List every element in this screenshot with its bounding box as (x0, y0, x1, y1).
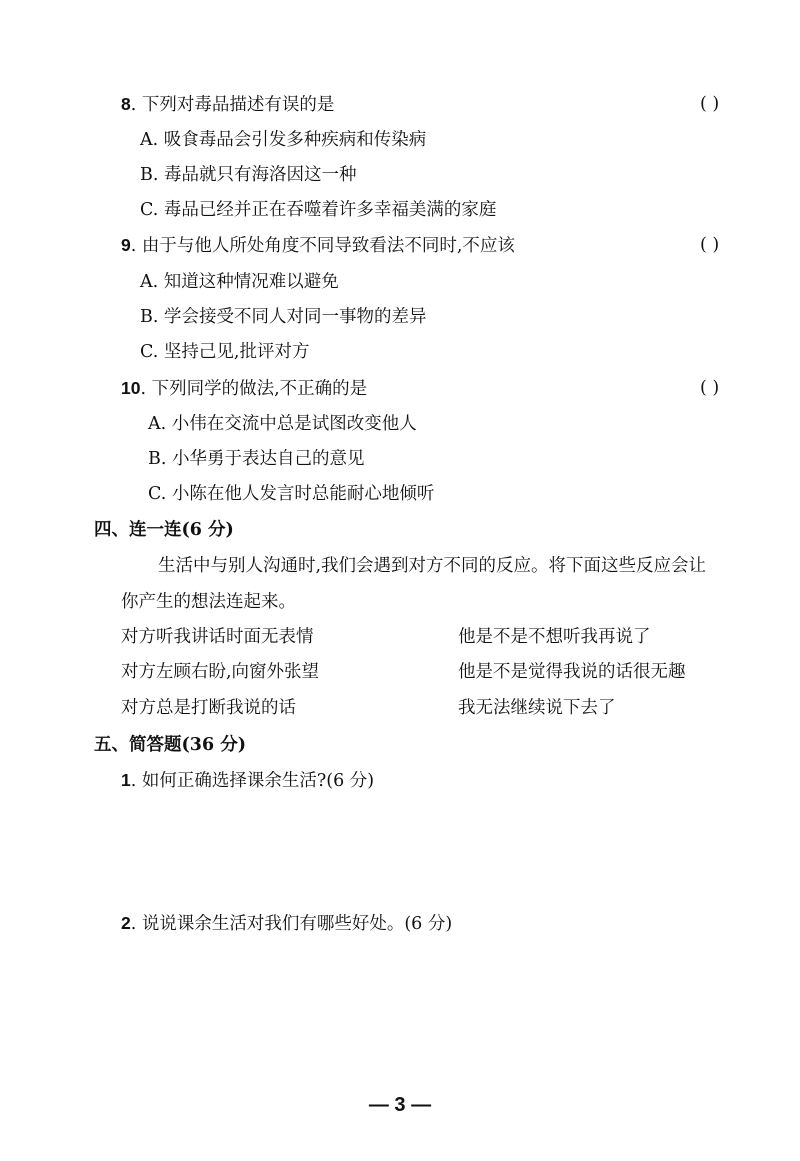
section-heading: 四、连一连(6 分) (94, 520, 234, 540)
short-answer-question-1 (121, 768, 374, 793)
option-a: A. 小伟在交流中总是试图改变他人 (148, 414, 417, 434)
match-right-item: 我无法继续说下去了 (458, 698, 616, 718)
option-c: C. 毒品已经并正在吞噬着许多幸福美满的家庭 (140, 200, 497, 220)
option-b: B. 小华勇于表达自己的意见 (148, 449, 365, 469)
match-right-item: 他是不是不想听我再说了 (458, 627, 651, 647)
question-number: 8 (121, 94, 131, 114)
question-8-stem (121, 92, 334, 117)
section-heading: 五、简答题(36 分) (94, 735, 247, 755)
question-text: . 由于与他人所处角度不同导致看法不同时,不应该 (130, 236, 515, 256)
option-a: A. 吸食毒品会引发多种疾病和传染病 (140, 130, 427, 150)
option-c: C. 坚持己见,批评对方 (140, 342, 310, 362)
question-text: . 说说课余生活对我们有哪些好处。(6 分) (130, 914, 453, 934)
section-intro-continued: 你产生的想法连起来。 (121, 592, 296, 612)
match-right-item: 他是不是觉得我说的话很无趣 (458, 662, 686, 682)
question-text: . 如何正确选择课余生活?(6 分) (130, 771, 375, 791)
option-b: B. 学会接受不同人对同一事物的差异 (140, 307, 427, 327)
match-left-item: 对方听我讲话时面无表情 (121, 627, 314, 647)
match-left-item: 对方左顾右盼,向窗外张望 (121, 662, 320, 682)
option-a: A. 知道这种情况难以避免 (140, 272, 339, 292)
section-intro: 生活中与别人沟通时,我们会遇到对方不同的反应。将下面这些反应会让 (158, 556, 707, 576)
option-b: B. 毒品就只有海洛因这一种 (140, 165, 357, 185)
answer-blank: ( ) (700, 378, 720, 398)
short-answer-question-2 (121, 911, 452, 936)
question-number: 9 (121, 235, 131, 255)
question-number: 2 (121, 913, 131, 933)
answer-blank: ( ) (700, 235, 720, 255)
answer-blank: ( ) (700, 94, 720, 114)
question-number: 10 (121, 378, 141, 398)
match-left-item: 对方总是打断我说的话 (121, 698, 296, 718)
option-c: C. 小陈在他人发言时总能耐心地倾听 (148, 484, 435, 504)
question-10-stem (121, 376, 367, 401)
question-9-stem (121, 233, 515, 258)
page-number: — 3 — (368, 1094, 432, 1116)
question-text: . 下列同学的做法,不正确的是 (140, 379, 368, 399)
question-text: . 下列对毒品描述有误的是 (130, 95, 335, 115)
question-number: 1 (121, 770, 131, 790)
